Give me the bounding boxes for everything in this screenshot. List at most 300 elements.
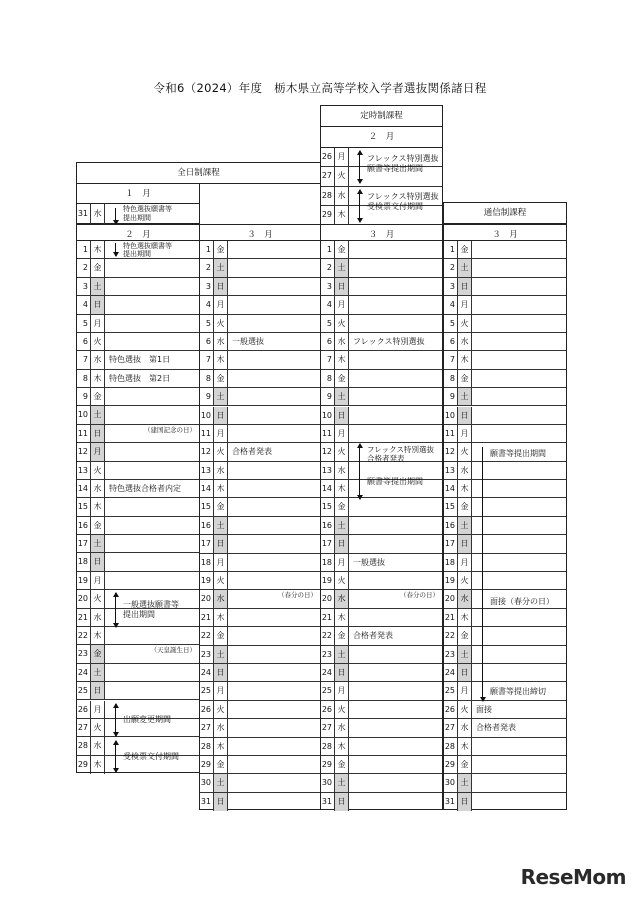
- calendar-row: [321, 370, 442, 388]
- calendar-row: [200, 370, 320, 388]
- resemom-logo: ReseMom: [520, 865, 626, 889]
- label-tokushoku-gansho: 特色選抜願書等 提出期間: [123, 205, 172, 222]
- day-number: 7: [77, 351, 91, 368]
- weekday: 金: [91, 388, 105, 405]
- weekday: 日: [214, 535, 228, 552]
- calendar-row: [321, 407, 442, 425]
- label-teiji-gansho: 願書等提出期間: [367, 477, 423, 486]
- weekday: 月: [458, 682, 472, 699]
- arrow-icon: [482, 447, 483, 701]
- day-number: 25: [200, 682, 214, 699]
- weekday: 土: [458, 774, 472, 791]
- holiday-note: （建国記念の日）: [144, 425, 196, 434]
- day-number: 24: [200, 664, 214, 681]
- calendar-row: [200, 498, 320, 516]
- zenjitsu-mar-block: [199, 240, 321, 810]
- day-number: 6: [200, 333, 214, 350]
- weekday: 水: [335, 462, 349, 479]
- calendar-row: [200, 590, 320, 608]
- day-number: 29: [321, 206, 335, 225]
- calendar-row: [321, 388, 442, 406]
- day-number: 9: [77, 388, 91, 405]
- weekday: 水: [335, 590, 349, 607]
- calendar-row: [77, 278, 199, 296]
- label-tsushin-shimekiri: 願書等提出締切: [490, 687, 546, 696]
- day-number: 21: [321, 609, 335, 626]
- calendar-row: [77, 627, 199, 645]
- calendar-row: [77, 645, 199, 663]
- calendar-row: [200, 462, 320, 480]
- weekday: 日: [91, 682, 105, 699]
- day-number: 31: [444, 793, 458, 811]
- weekday: 水: [214, 333, 228, 350]
- weekday: 土: [214, 646, 228, 663]
- weekday: 木: [91, 498, 105, 515]
- weekday: 木: [335, 480, 349, 497]
- day-number: 24: [321, 664, 335, 681]
- weekday: 月: [214, 425, 228, 442]
- weekday: 月: [91, 572, 105, 589]
- weekday: 土: [335, 646, 349, 663]
- day-number: 10: [200, 407, 214, 424]
- day-number: 27: [444, 719, 458, 736]
- weekday: 日: [214, 664, 228, 681]
- calendar-row: [77, 664, 199, 682]
- day-number: 29: [444, 756, 458, 773]
- weekday: 火: [335, 315, 349, 332]
- day-number: 1: [77, 241, 91, 258]
- day-number: 21: [444, 609, 458, 626]
- weekday: 日: [335, 535, 349, 552]
- day-number: 19: [77, 572, 91, 589]
- calendar-row: [200, 351, 320, 369]
- day-number: 23: [200, 646, 214, 663]
- calendar-row: [321, 554, 442, 572]
- day-number: 23: [77, 645, 91, 662]
- weekday: 木: [91, 241, 105, 258]
- weekday: 土: [335, 774, 349, 791]
- holiday-note: （春分の日）: [400, 591, 439, 600]
- weekday: 火: [91, 462, 105, 479]
- day-number: 25: [77, 682, 91, 699]
- weekday: 日: [335, 664, 349, 681]
- day-number: 20: [77, 590, 91, 607]
- weekday: 木: [335, 609, 349, 626]
- day-number: 3: [321, 278, 335, 295]
- day-number: 31: [200, 793, 214, 811]
- event-text: 合格者発表: [476, 723, 516, 733]
- day-number: 12: [321, 443, 335, 460]
- label-zenjitsu-jukenhyo: 受検票交付期間: [123, 752, 179, 761]
- page-title: 令和6（2024）年度 栃木県立高等学校入学者選抜関係諸日程: [153, 81, 487, 95]
- calendar-row: [444, 572, 566, 590]
- day-number: 12: [77, 443, 91, 460]
- day-number: 13: [444, 462, 458, 479]
- calendar-row: [200, 278, 320, 296]
- calendar-row: [444, 296, 566, 314]
- calendar-row: [444, 480, 566, 498]
- day-number: 22: [444, 627, 458, 644]
- weekday: 木: [458, 738, 472, 755]
- day-number: 18: [200, 554, 214, 571]
- weekday: 金: [335, 756, 349, 773]
- weekday: 火: [91, 719, 105, 736]
- calendar-row: [77, 480, 199, 498]
- day-number: 5: [444, 315, 458, 332]
- weekday: 水: [214, 719, 228, 736]
- calendar-row: [200, 646, 320, 664]
- day-number: 8: [200, 370, 214, 387]
- weekday: 日: [214, 407, 228, 424]
- weekday: 土: [214, 774, 228, 791]
- day-number: 2: [321, 259, 335, 276]
- calendar-row: [321, 259, 442, 277]
- weekday: 月: [335, 682, 349, 699]
- weekday: 金: [458, 241, 472, 258]
- event-text: 特色選抜 第2日: [109, 373, 171, 383]
- day-number: 6: [77, 333, 91, 350]
- event-text: 特色選抜合格者内定: [109, 483, 181, 493]
- teiji-mar-block: [320, 240, 443, 810]
- weekday: 土: [91, 535, 105, 552]
- weekday: 日: [458, 278, 472, 295]
- day-number: 30: [444, 774, 458, 791]
- header-teiji-feb: ２ 月: [320, 126, 443, 148]
- weekday: 土: [458, 646, 472, 663]
- weekday: 金: [214, 627, 228, 644]
- arrow-icon: [115, 593, 116, 627]
- weekday: 金: [91, 645, 105, 662]
- calendar-row: [444, 627, 566, 645]
- weekday: 日: [91, 296, 105, 313]
- holiday-note: （春分の日）: [278, 591, 317, 600]
- day-number: 17: [77, 535, 91, 552]
- day-number: 7: [321, 351, 335, 368]
- calendar-row: [321, 315, 442, 333]
- day-number: 23: [321, 646, 335, 663]
- weekday: 金: [335, 370, 349, 387]
- calendar-row: [321, 627, 442, 645]
- event-text: 特色選抜 第1日: [109, 355, 171, 365]
- day-number: 3: [200, 278, 214, 295]
- calendar-row: [321, 738, 442, 756]
- weekday: 水: [91, 204, 105, 225]
- day-number: 1: [444, 241, 458, 258]
- arrow-icon: [115, 741, 116, 772]
- weekday: 火: [214, 572, 228, 589]
- day-number: 27: [200, 719, 214, 736]
- tsushin-mar-block: [443, 240, 567, 810]
- day-number: 7: [200, 351, 214, 368]
- weekday: 火: [458, 701, 472, 718]
- day-number: 16: [200, 517, 214, 534]
- day-number: 2: [444, 259, 458, 276]
- calendar-row: [200, 241, 320, 259]
- event-text: 合格者発表: [353, 631, 393, 641]
- day-number: 22: [200, 627, 214, 644]
- calendar-row: [77, 315, 199, 333]
- weekday: 水: [91, 480, 105, 497]
- event-text: 合格者発表: [232, 447, 272, 457]
- day-number: 19: [200, 572, 214, 589]
- calendar-row: [77, 425, 199, 443]
- calendar-row: [444, 535, 566, 553]
- calendar-row: [200, 315, 320, 333]
- day-number: 27: [321, 719, 335, 736]
- calendar-row: [444, 609, 566, 627]
- weekday: 水: [335, 187, 349, 205]
- calendar-row: [321, 590, 442, 608]
- day-number: 22: [321, 627, 335, 644]
- day-number: 29: [77, 756, 91, 774]
- day-number: 14: [200, 480, 214, 497]
- calendar-row: [444, 425, 566, 443]
- day-number: 27: [77, 719, 91, 736]
- day-number: 28: [321, 187, 335, 205]
- day-number: 5: [321, 315, 335, 332]
- weekday: 木: [458, 351, 472, 368]
- weekday: 日: [214, 278, 228, 295]
- weekday: 土: [335, 259, 349, 276]
- calendar-row: [200, 682, 320, 700]
- calendar-row: [321, 664, 442, 682]
- weekday: 火: [91, 333, 105, 350]
- calendar-row: [444, 407, 566, 425]
- weekday: 月: [458, 425, 472, 442]
- header-zenjitsu-jan: １ 月: [76, 183, 200, 205]
- calendar-row: [200, 627, 320, 645]
- calendar-row: [77, 517, 199, 535]
- day-number: 8: [77, 370, 91, 387]
- day-number: 17: [200, 535, 214, 552]
- day-number: 10: [321, 407, 335, 424]
- day-number: 8: [444, 370, 458, 387]
- calendar-row: [77, 498, 199, 516]
- weekday: 金: [214, 241, 228, 258]
- day-number: 4: [200, 296, 214, 313]
- calendar-row: [321, 774, 442, 792]
- day-number: 26: [321, 148, 335, 166]
- day-number: 16: [321, 517, 335, 534]
- day-number: 11: [321, 425, 335, 442]
- day-number: 8: [321, 370, 335, 387]
- calendar-row: [321, 701, 442, 719]
- weekday: 日: [91, 553, 105, 570]
- weekday: 金: [214, 370, 228, 387]
- weekday: 水: [91, 609, 105, 626]
- label-flex-gansho: フレックス特別選抜 願書等提出期間: [367, 154, 439, 173]
- day-number: 29: [321, 756, 335, 773]
- day-number: 26: [200, 701, 214, 718]
- zenjitsu-jan-block: [76, 203, 200, 224]
- weekday: 火: [214, 443, 228, 460]
- calendar-row: [77, 443, 199, 461]
- header-tsushin: 通信制課程: [443, 202, 567, 224]
- day-number: 25: [321, 682, 335, 699]
- label-henko: 出願変更期間: [123, 715, 171, 724]
- day-number: 10: [77, 406, 91, 423]
- calendar-row: [444, 554, 566, 572]
- day-number: 9: [444, 388, 458, 405]
- calendar-row: [444, 498, 566, 516]
- weekday: 日: [458, 407, 472, 424]
- arrow-icon: [359, 444, 360, 499]
- day-number: 27: [321, 167, 335, 185]
- weekday: 火: [458, 315, 472, 332]
- holiday-note: （天皇誕生日）: [150, 646, 196, 655]
- day-number: 14: [77, 480, 91, 497]
- weekday: 月: [91, 701, 105, 718]
- day-number: 12: [444, 443, 458, 460]
- teiji-feb-block: [320, 147, 443, 225]
- arrow-icon: [115, 243, 116, 256]
- calendar-row: [200, 425, 320, 443]
- calendar-row: [200, 407, 320, 425]
- weekday: 水: [214, 462, 228, 479]
- label-flex-happyo: フレックス特別選抜 合格者発表: [367, 445, 435, 463]
- calendar-row: [200, 572, 320, 590]
- arrow-icon: [359, 190, 360, 222]
- weekday: 土: [458, 517, 472, 534]
- weekday: 火: [335, 167, 349, 185]
- day-number: 15: [200, 498, 214, 515]
- calendar-row: [321, 793, 442, 811]
- label-ippan-gansho: 一般選抜願書等 提出期間: [123, 600, 179, 619]
- weekday: 水: [458, 719, 472, 736]
- weekday: 火: [214, 315, 228, 332]
- day-number: 17: [444, 535, 458, 552]
- day-number: 26: [321, 701, 335, 718]
- calendar-row: [444, 462, 566, 480]
- weekday: 金: [214, 498, 228, 515]
- calendar-row: [77, 296, 199, 314]
- day-number: 1: [321, 241, 335, 258]
- day-number: 31: [321, 793, 335, 811]
- weekday: 木: [91, 370, 105, 387]
- day-number: 19: [444, 572, 458, 589]
- calendar-row: [321, 682, 442, 700]
- calendar-row: [321, 333, 442, 351]
- calendar-row: [321, 572, 442, 590]
- header-zenjitsu-mar: ３ 月: [199, 224, 321, 246]
- day-number: 20: [444, 590, 458, 607]
- zenjitsu-feb-block: [76, 240, 200, 773]
- calendar-row: [200, 719, 320, 737]
- calendar-row: [444, 259, 566, 277]
- day-number: 2: [77, 259, 91, 276]
- header-tsushin-mar: ３ 月: [443, 224, 567, 246]
- event-text: 面接: [476, 704, 492, 714]
- weekday: 金: [458, 756, 472, 773]
- day-number: 19: [321, 572, 335, 589]
- event-text: 一般選抜: [353, 557, 385, 567]
- weekday: 木: [335, 738, 349, 755]
- day-number: 11: [200, 425, 214, 442]
- calendar-row: [77, 682, 199, 700]
- day-number: 24: [77, 664, 91, 681]
- calendar-row: [77, 535, 199, 553]
- weekday: 木: [458, 609, 472, 626]
- calendar-row: [321, 517, 442, 535]
- calendar-row: [444, 646, 566, 664]
- weekday: 水: [458, 462, 472, 479]
- arrow-icon: [359, 151, 360, 183]
- day-number: 31: [77, 204, 91, 225]
- event-text: フレックス特別選抜: [353, 336, 425, 346]
- day-number: 20: [200, 590, 214, 607]
- weekday: 月: [91, 315, 105, 332]
- header-zenjitsu: 全日制課程: [76, 162, 321, 184]
- calendar-row: [321, 535, 442, 553]
- day-number: 16: [77, 517, 91, 534]
- day-number: 21: [77, 609, 91, 626]
- calendar-row: [444, 517, 566, 535]
- weekday: 土: [214, 388, 228, 405]
- day-number: 28: [77, 737, 91, 754]
- weekday: 火: [458, 572, 472, 589]
- day-number: 28: [321, 738, 335, 755]
- calendar-row: [321, 296, 442, 314]
- day-number: 5: [77, 315, 91, 332]
- day-number: 21: [200, 609, 214, 626]
- day-number: 18: [77, 553, 91, 570]
- weekday: 土: [458, 259, 472, 276]
- calendar-row: [321, 646, 442, 664]
- day-number: 15: [77, 498, 91, 515]
- day-number: 9: [321, 388, 335, 405]
- weekday: 月: [458, 554, 472, 571]
- calendar-row: [200, 535, 320, 553]
- weekday: 金: [335, 627, 349, 644]
- weekday: 金: [335, 241, 349, 258]
- weekday: 月: [335, 148, 349, 166]
- calendar-row: [200, 296, 320, 314]
- calendar-row: [200, 443, 320, 461]
- calendar-row: [77, 351, 199, 369]
- calendar-row: [444, 333, 566, 351]
- day-number: 9: [200, 388, 214, 405]
- weekday: 月: [214, 554, 228, 571]
- calendar-row: [77, 388, 199, 406]
- weekday: 火: [335, 701, 349, 718]
- weekday: 木: [91, 756, 105, 774]
- weekday: 水: [458, 590, 472, 607]
- weekday: 金: [458, 370, 472, 387]
- weekday: 木: [335, 351, 349, 368]
- header-teiji-mar: ３ 月: [320, 224, 443, 246]
- weekday: 火: [458, 443, 472, 460]
- weekday: 水: [458, 333, 472, 350]
- day-number: 11: [444, 425, 458, 442]
- weekday: 水: [335, 333, 349, 350]
- calendar-row: [200, 480, 320, 498]
- day-number: 13: [77, 462, 91, 479]
- weekday: 月: [214, 682, 228, 699]
- weekday: 水: [214, 590, 228, 607]
- day-number: 29: [200, 756, 214, 773]
- weekday: 金: [458, 627, 472, 644]
- weekday: 月: [214, 296, 228, 313]
- weekday: 土: [91, 278, 105, 295]
- day-number: 15: [321, 498, 335, 515]
- calendar-row: [321, 278, 442, 296]
- calendar-row: [321, 425, 442, 443]
- weekday: 木: [214, 351, 228, 368]
- weekday: 水: [91, 351, 105, 368]
- weekday: 木: [91, 627, 105, 644]
- weekday: 土: [214, 259, 228, 276]
- weekday: 水: [91, 737, 105, 754]
